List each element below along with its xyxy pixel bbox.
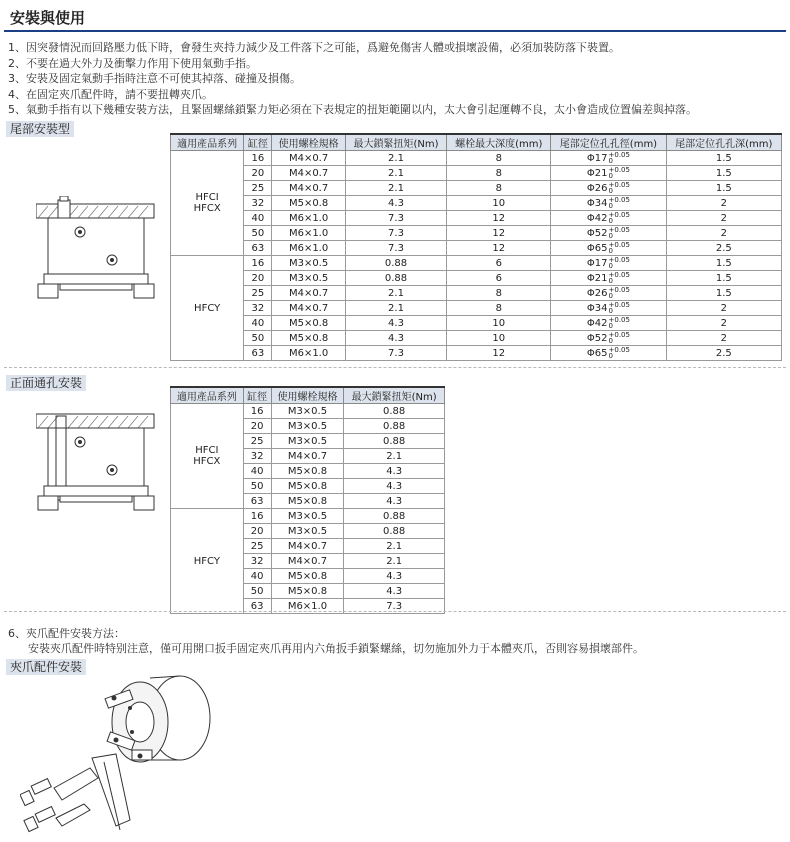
table-row: 63 M6×1.0 7.3 12 Φ65 +0.05 0 2.5 — [171, 241, 782, 256]
col-header-bore: 缸徑 — [244, 134, 272, 151]
series-cell: HFCY — [171, 509, 244, 614]
page-header — [4, 2, 786, 32]
col-header-hole-depth: 尾部定位孔孔深(mm) — [666, 134, 781, 151]
col-header-depth: 螺栓最大深度(mm) — [447, 134, 551, 151]
table-row: 32 M4×0.7 2.1 — [171, 449, 445, 464]
table-row: 63 M6×1.0 7.3 — [171, 599, 445, 614]
front-mount-diagram — [36, 410, 166, 514]
table-row: 50 M6×1.0 7.3 12 Φ52 +0.05 0 2 — [171, 226, 782, 241]
note-item: 4、在固定夾爪配件時，請不要扭轉夾爪。 — [8, 87, 213, 101]
table-row: 50 M5×0.8 4.3 — [171, 584, 445, 599]
table-row: 32 M4×0.7 2.1 — [171, 554, 445, 569]
section-divider — [4, 367, 786, 368]
table-row: 25 M4×0.7 2.1 8 Φ26 +0.05 0 1.5 — [171, 181, 782, 196]
tail-mount-diagram — [36, 196, 166, 306]
section-title-claw-install: 夾爪配件安裝 — [6, 659, 86, 675]
claw-install-note — [8, 626, 644, 656]
table-row: 20 M4×0.7 2.1 8 Φ21 +0.05 0 1.5 — [171, 166, 782, 181]
note-title: 6、夾爪配件安裝方法： — [8, 627, 125, 640]
table-row: 20 M3×0.5 0.88 6 Φ21 +0.05 0 1.5 — [171, 271, 782, 286]
table-row: 63 M6×1.0 7.3 12 Φ65 +0.05 0 2.5 — [171, 346, 782, 361]
table-row: 32 M5×0.8 4.3 10 Φ34 +0.05 0 2 — [171, 196, 782, 211]
table-row: 50 M5×0.8 4.3 10 Φ52 +0.05 0 2 — [171, 331, 782, 346]
front-mount-spec-table — [170, 386, 445, 614]
table-row: HFCY 16 M3×0.5 0.88 6 Φ17 +0.05 0 1.5 — [171, 256, 782, 271]
table-row: HFCI HFCX 16 M4×0.7 2.1 8 Φ17 +0.05 0 1.5 — [171, 151, 782, 166]
section-title-front-mount: 正面通孔安裝 — [6, 375, 86, 391]
series-cell: HFCI HFCX — [171, 151, 244, 256]
table-row: 20 M3×0.5 0.88 — [171, 419, 445, 434]
claw-install-diagram — [20, 670, 220, 838]
usage-notes — [8, 40, 697, 118]
col-header-bore: 缸徑 — [243, 387, 271, 404]
table-row: 32 M4×0.7 2.1 8 Φ34 +0.05 0 2 — [171, 301, 782, 316]
note-text: 安裝夾爪配件時特别注意，僅可用開口扳手固定夾爪再用内六角扳手鎖緊螺絲，切勿施加外力于本體夾爪，否則容易損壞部件。 — [28, 642, 644, 655]
note-item: 1、因突發情況而回路壓力低下時，會發生夾持力減少及工件落下之可能，爲避免傷害人體或損壞設備，必須加裝防落下裝置。 — [8, 41, 620, 54]
table-row: 40 M5×0.8 4.3 — [171, 569, 445, 584]
table-row: HFCI HFCX 16 M3×0.5 0.88 — [171, 404, 445, 419]
note-item: 2、不要在過大外力及衝擊力作用下使用氣動手指。 — [8, 56, 257, 70]
table-row: 25 M4×0.7 2.1 8 Φ26 +0.05 0 1.5 — [171, 286, 782, 301]
col-header-series: 適用產品系列 — [171, 134, 244, 151]
col-header-series: 適用產品系列 — [171, 387, 244, 404]
note-item: 3、安裝及固定氣動手指時注意不可使其掉落、碰撞及損傷。 — [8, 72, 301, 86]
section-divider — [4, 611, 786, 612]
table-row: 25 M4×0.7 2.1 — [171, 539, 445, 554]
table-row: 40 M6×1.0 7.3 12 Φ42 +0.05 0 2 — [171, 211, 782, 226]
col-header-torque: 最大鎖緊扭矩(Nm) — [344, 387, 445, 404]
table-row: 40 M5×0.8 4.3 — [171, 464, 445, 479]
page-title: 安裝與使用 — [10, 9, 86, 27]
table-row: 40 M5×0.8 4.3 10 Φ42 +0.05 0 2 — [171, 316, 782, 331]
col-header-bolt: 使用螺栓規格 — [271, 387, 344, 404]
note-item: 5、氣動手指有以下幾種安裝方法，且緊固螺絲鎖緊力矩必須在下表規定的扭矩範圍以内，太大會引起運轉不良，太小會造成位置偏差與掉落。 — [8, 103, 697, 117]
table-row: 25 M3×0.5 0.88 — [171, 434, 445, 449]
series-cell: HFCY — [171, 256, 244, 361]
table-row: 20 M3×0.5 0.88 — [171, 524, 445, 539]
col-header-hole-dia: 尾部定位孔孔徑(mm) — [551, 134, 666, 151]
series-cell: HFCI HFCX — [171, 404, 244, 509]
table-row: HFCY 16 M3×0.5 0.88 — [171, 509, 445, 524]
col-header-torque: 最大鎖緊扭矩(Nm) — [345, 134, 447, 151]
section-title-tail-mount: 尾部安裝型 — [6, 121, 74, 137]
table-row: 63 M5×0.8 4.3 — [171, 494, 445, 509]
table-row: 50 M5×0.8 4.3 — [171, 479, 445, 494]
col-header-bolt: 使用螺栓規格 — [272, 134, 345, 151]
tail-mount-spec-table — [170, 133, 782, 361]
